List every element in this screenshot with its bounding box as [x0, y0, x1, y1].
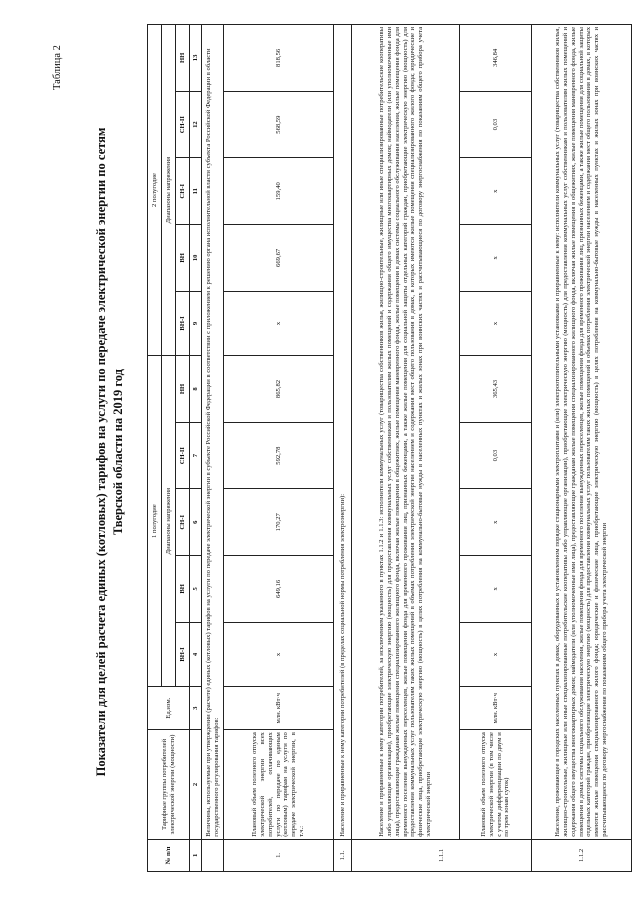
value-cell: х — [224, 622, 334, 686]
column-number: 11 — [190, 158, 202, 225]
document-subtitle-region: Тверской области на 2019 год — [111, 369, 125, 535]
value-cell: 568,59 — [224, 91, 334, 158]
section-1-1: Население и приравненные к нему категории потребителей (в пределах социальной нормы потребления электроэнергии): — [334, 25, 352, 840]
row-num: 1.1.1 — [352, 839, 532, 871]
value-cell: х — [460, 291, 532, 355]
column-number: 13 — [190, 25, 202, 92]
value-cell: х — [460, 489, 532, 556]
table-row — [460, 25, 532, 872]
header-level: СН-II — [176, 91, 190, 158]
header-half-2: 2 полугодие — [148, 25, 162, 356]
column-number: 8 — [190, 356, 202, 423]
value-cell: х — [460, 225, 532, 292]
column-number: 6 — [190, 489, 202, 556]
row-unit: млн. кВт·ч — [224, 687, 334, 730]
header-level: СН-I — [176, 158, 190, 225]
row-num: 1.1. — [334, 839, 352, 871]
value-cell: х — [460, 556, 532, 623]
value-cell: 818,56 — [224, 25, 334, 92]
row-num: 1.1.2 — [532, 839, 632, 871]
value-cell: 170,27 — [224, 489, 334, 556]
section-1-1-2: Население, проживающее в городских населенных пунктах в домах, оборудованных в установленном порядке стационарными электроплитами и (или) электроотопительными установками и приравненные к нему: исполнители коммунальных услуг (товарищества собственников жилья, жилищно-строительные, жилищные или иные специализированные потребительские кооперативы либо управляющие организации), приобретающие электрическую энергию (мощность) для предоставления коммунальных услуг собственникам и пользователям жилых помещений и содержания общего имущества многоквартирных домов; наймодатели (или уполномоченные ими лица), предоставляющие гражданам жилые помещения специализированного жилищного фонда, включая жилые помещения в общежитиях, жилые помещения маневренного фонда, жилые помещения в домах системы социального обслуживания населения, жилые помещения фонда для временного поселения вынужденных переселенцев, жилые помещения фонда для временного проживания лиц, признанных беженцами, а также жилые помещения для социальной защиты отдельных категорий граждан, приобретающие электрическую энергию (мощность) для предоставления коммунальных услуг пользователям таких жилых помещений в объемах потребления электрической энергии населением и содержания мест общего пользования в домах, в которых имеются жилые помещения специализированного жилого фонда; юридические и физические лица, приобретающие электрическую энергию (мощность) в целях потребления на коммунально-бытовые нужды в населенных пунктах и жилых зонах при воинских частях и рассчитывающиеся по договору энергоснабжения по показаниям общего прибора учета электрической энергии — [532, 25, 632, 840]
header-level: ВН-I — [176, 622, 190, 686]
header-level: НН — [176, 25, 190, 92]
header-level: СН-I — [176, 489, 190, 556]
document-title: Показатели для целей расчета единых (котловых) тарифов на услуги по передаче электрической энергии по сетям — [94, 127, 108, 777]
header-level: НН — [176, 356, 190, 423]
header-level: СН-II — [176, 422, 190, 489]
header-ranges-1: Диапазоны напряжения — [162, 356, 176, 687]
value-cell: 159,40 — [224, 158, 334, 225]
value-cell: 649,16 — [224, 556, 334, 623]
header-level: ВН — [176, 556, 190, 623]
header-num: № п/п — [148, 839, 190, 871]
column-number: 9 — [190, 291, 202, 355]
value-cell: х — [460, 158, 532, 225]
value-cell: 669,67 — [224, 225, 334, 292]
column-number: 10 — [190, 225, 202, 292]
value-cell: 865,82 — [224, 356, 334, 423]
header-half-1: 1 полугодие — [148, 356, 162, 687]
row-name: Плановый объем полезного отпуска электрической энергии всех потребителей, оплачивающих услуги по передаче по единым (котловым) тарифам на услуги по передаче электрической энергии, в т.ч.: — [224, 730, 334, 840]
column-number: 1 — [190, 839, 202, 871]
tariff-table — [147, 24, 632, 872]
row-unit: млн. кВт·ч — [460, 687, 532, 730]
value-cell: х — [460, 622, 532, 686]
header-group: Тарифные группы потребителей электрической энергии (мощности) — [148, 730, 190, 840]
section-1-1-1: Население и приравненные к нему категории потребителей, за исключением указанного в пунктах 1.1.2 и 1.1.3: исполнители коммунальных услуг (товарищества собственников жилья, жилищно-строительные, жилищные или иные специализированные потребительские кооперативы либо управляющие организации), приобретающие электрическую энергию (мощность) для предоставления коммунальных услуг собственникам и пользователям жилых помещений и содержания общего имущества многоквартирных домов; наймодатели (или уполномоченные ими лица), предоставляющие гражданам жилые помещения специализированного жилищного фонда, включая жилые помещения в общежитиях, жилые помещения маневренного фонда, жилые помещения в домах системы социального обслуживания населения, жилые помещения фонда для временного поселения вынужденных переселенцев, жилые помещения фонда для временного проживания лиц, признанных беженцами, а также жилые помещения для социальной защиты отдельных категорий граждан, приобретающие электрическую энергию (мощность) для предоставления коммунальных услуг пользователям таких жилых помещений в объемах потребления электрической энергии населением и содержания мест общего пользования в домах, в которых имеются жилые помещения специализированного жилого фонда; юридические и физические лица, приобретающие электрическую энергию (мощность) в целях потребления на коммунально-бытовые нужды в населенных пунктах и жилых зонах при воинских частях и рассчитывающиеся по договору энергоснабжения по показаниям общего прибора учета электрической энергии — [352, 25, 460, 840]
value-cell: х — [224, 291, 334, 355]
section-intro: Величины, используемые при утверждении (расчете) единых (котловых) тарифов на услуги по передаче электрической энергии в субъекте Российской Федерации в соответствии с приложением к решению органа исполнительной власти субъекта Российской Федерации в области государственного регулирования тарифов: — [202, 25, 224, 840]
column-number: 3 — [190, 687, 202, 730]
value-cell: 0,03 — [460, 422, 532, 489]
header-level: ВН-I — [176, 291, 190, 355]
column-number: 2 — [190, 730, 202, 840]
value-cell: 0,03 — [460, 91, 532, 158]
column-number: 5 — [190, 556, 202, 623]
table-row — [224, 25, 334, 872]
header-level: ВН — [176, 225, 190, 292]
row-name: Плановый объем полезного отпуска электрической энергии (в том числе с учетом дифференциации по двум и по трем зонам суток) — [460, 730, 532, 840]
table-label: Таблица 2 — [52, 45, 63, 90]
column-number: 4 — [190, 622, 202, 686]
header-ranges-2: Диапазоны напряжения — [162, 25, 176, 356]
value-cell: 346,84 — [460, 25, 532, 92]
row-num: 1. — [224, 839, 334, 871]
value-cell: 592,78 — [224, 422, 334, 489]
header-unit: Ед.изм. — [148, 687, 190, 730]
column-number: 7 — [190, 422, 202, 489]
value-cell: 365,43 — [460, 356, 532, 423]
column-number: 12 — [190, 91, 202, 158]
